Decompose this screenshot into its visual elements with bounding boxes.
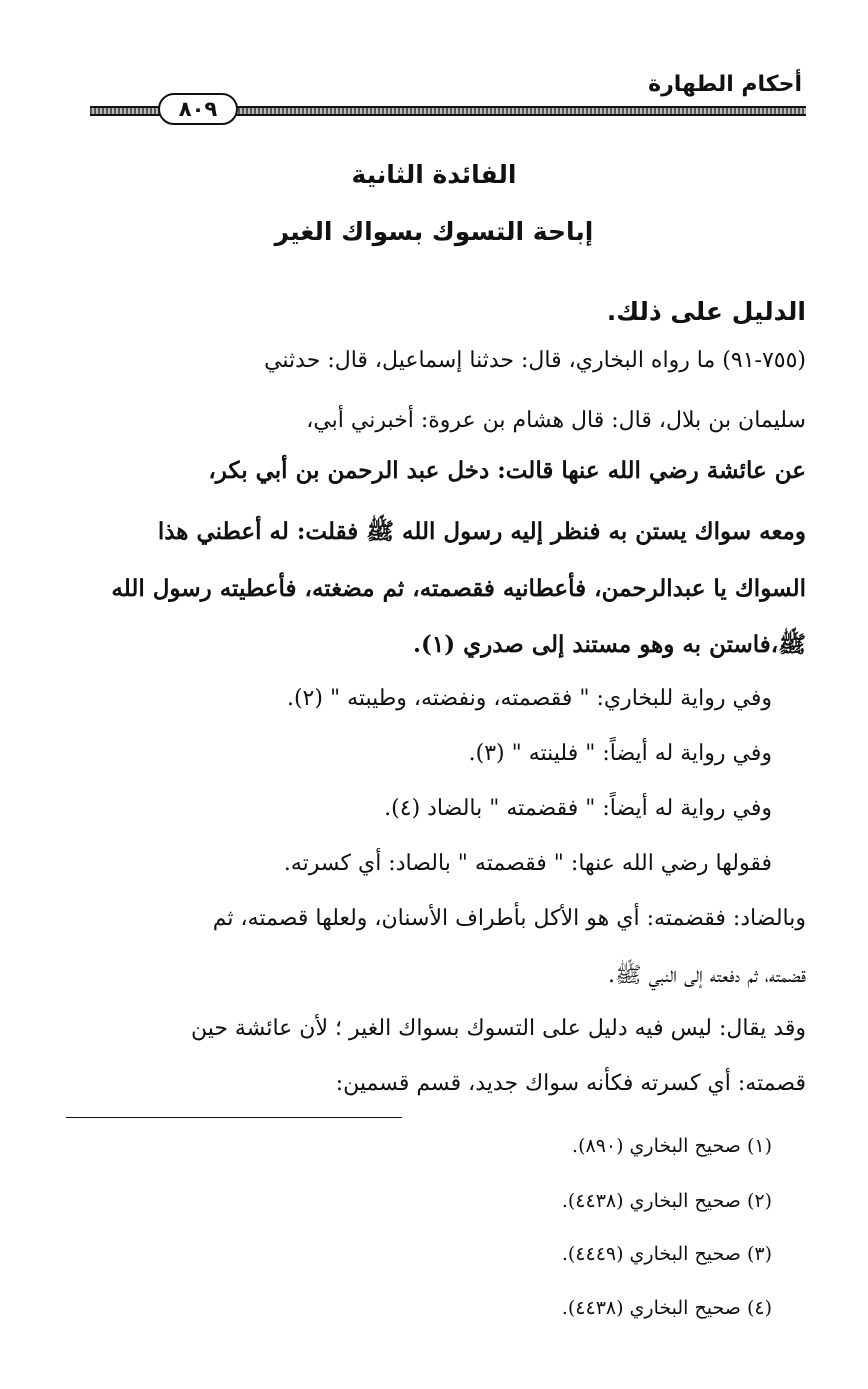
hadith-line: ومعه سواك يستن به فنظر إليه رسول الله ﷺ فقلت: له أعطني هذا [157, 518, 806, 545]
body-line: قضمته، ثم دفعته إلى النبي ﷺ. [608, 963, 806, 988]
footnote: (٣) صحيح البخاري (٤٤٤٩). [561, 1243, 772, 1265]
body-line: وقد يقال: ليس فيه دليل على التسوك بسواك الغير ؛ لأن عائشة حين [190, 1016, 806, 1041]
body-line: وبالضاد: فقضمته: أي هو الأكل بأطراف الأسنان، ولعلها قصمته، ثم [212, 906, 806, 931]
footnote: (٤) صحيح البخاري (٤٤٣٨). [561, 1297, 772, 1319]
footnote: (٢) صحيح البخاري (٤٤٣٨). [561, 1190, 772, 1212]
hadith-line: عن عائشة رضي الله عنها قالت: دخل عبد الرحمن بن أبي بكر، [208, 457, 806, 484]
hadith-line: السواك يا عبدالرحمن، فأعطانيه فقصمته، ثم مضغته، فأعطيته رسول الله [111, 575, 806, 602]
header-rule-left [90, 106, 160, 116]
body-line: وفي رواية للبخاري: " فقصمته، ونفضته، وطيبته " (٢). [286, 686, 772, 711]
body-line: قصمته: أي كسرته فكأنه سواك جديد، قسم قسمين: [335, 1071, 806, 1096]
hadith-line: ﷺ،فاستن به وهو مستند إلى صدري (١). [412, 631, 806, 658]
page-number: ٨٠٩ [158, 93, 238, 125]
body-line: وفي رواية له أيضاً: " فقضمته " بالضاد (٤). [384, 796, 772, 821]
body-line: فقولها رضي الله عنها: " فقصمته " بالصاد: أي كسرته. [283, 851, 772, 876]
benefit-title: الفائدة الثانية [351, 160, 517, 189]
section-heading: الدليل على ذلك. [606, 297, 806, 326]
body-line: وفي رواية له أيضاً: " فلينته " (٣). [468, 741, 772, 766]
topic-title: إباحة التسوك بسواك الغير [274, 217, 594, 246]
footnote: (١) صحيح البخاري (٨٩٠). [572, 1135, 772, 1157]
running-title: أحكام الطهارة [648, 72, 802, 97]
header-rule [230, 106, 806, 116]
body-line: سليمان بن بلال، قال: قال هشام بن عروة: أخبرني أبي، [306, 408, 806, 433]
footnote-rule [66, 1117, 402, 1118]
body-line: (٧٥٥-٩١) ما رواه البخاري، قال: حدثنا إسماعيل، قال: حدثني [264, 348, 806, 373]
